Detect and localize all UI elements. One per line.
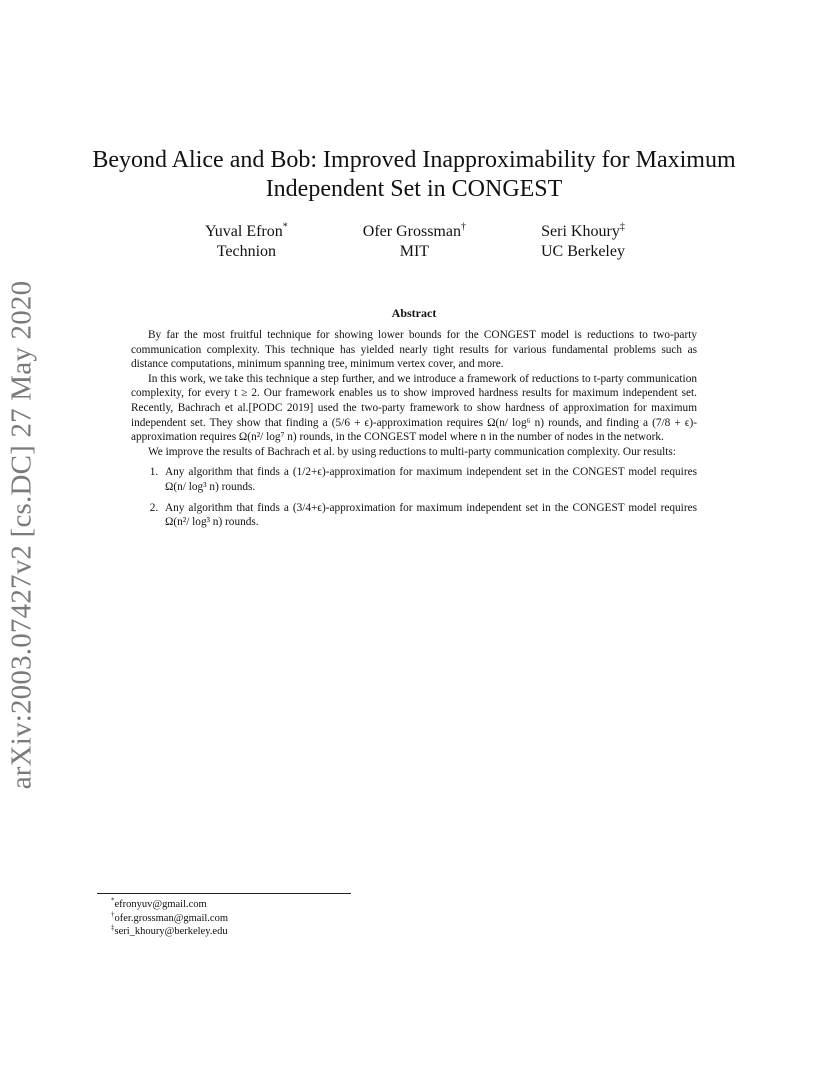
arxiv-side-stamp xyxy=(2,280,42,790)
result-item-1: 1. Any algorithm that finds a (1/2+ϵ)-approximation for maximum independent set in the CONGEST model requires Ω(n/ log³ n) rounds. xyxy=(161,465,697,494)
author-khoury xyxy=(541,222,625,262)
result-item-2: 2. Any algorithm that finds a (3/4+ϵ)-approximation for maximum independent set in the CONGEST model requires Ω(n²/ log³ n) rounds. xyxy=(161,501,697,530)
author-footnote-mark: ‡ xyxy=(619,221,625,233)
abstract-paragraph-2: In this work, we take this technique a step further, and we introduce a framework of reductions to t-party communication complexity, for every t ≥ 2. Our framework enables us to show improved hardness results for maximum independent set. Recently, Bachrach et al.[PODC 2019] used the two-party framework to show hardness of approximation for maximum independent set. They show that finding a (5/6 + ϵ)-approximation requires Ω(n/ log⁶ n) rounds, and finding a (7/8 + ϵ)-approximation requires Ω(n²/ log⁷ n) rounds, in the CONGEST model where n in the number of nodes in the network. xyxy=(131,372,697,444)
footnotes xyxy=(111,898,228,939)
title-line-2: Independent Set in CONGEST xyxy=(265,176,563,202)
author-affiliation: Technion xyxy=(216,243,277,260)
author-list xyxy=(205,222,625,262)
footnote-mark: ‡ xyxy=(111,923,115,932)
author-name: Ofer Grossman xyxy=(362,223,461,240)
paper-title xyxy=(60,146,768,204)
footnote-khoury xyxy=(111,925,228,939)
footnote-efron xyxy=(111,898,228,912)
author-grossman xyxy=(363,222,466,262)
footnote-divider xyxy=(97,893,351,894)
author-footnote-mark: † xyxy=(460,221,466,233)
footnote-email: ofer.grossman@gmail.com xyxy=(114,912,228,924)
footnote-grossman xyxy=(111,912,228,926)
arxiv-identifier: arXiv:2003.07427v2 [cs.DC] 27 May 2020 xyxy=(5,280,38,790)
author-affiliation: UC Berkeley xyxy=(541,243,625,260)
footnote-email: efronyuv@gmail.com xyxy=(114,899,207,910)
abstract-paragraph-1: By far the most fruitful technique for showing lower bounds for the CONGEST model is reductions to two-party communication complexity. This technique has yielded nearly tight results for various fundamental problems such as distance computations, minimum spanning tree, minimum vertex cover, and more. xyxy=(131,329,697,371)
abstract-paragraph-3: We improve the results of Bachrach et al. by using reductions to multi-party communication complexity. Our results: xyxy=(148,445,676,458)
author-efron xyxy=(205,222,288,262)
author-footnote-mark: * xyxy=(282,221,288,233)
abstract-body xyxy=(131,328,697,536)
footnote-email: seri_khoury@berkeley.edu xyxy=(114,926,228,937)
author-name: Seri Khoury xyxy=(541,223,620,240)
abstract-heading: Abstract xyxy=(391,306,437,320)
title-line-1: Beyond Alice and Bob: Improved Inapproximability for Maximum xyxy=(92,147,736,173)
author-affiliation: MIT xyxy=(399,243,430,260)
footnote-mark: * xyxy=(111,896,115,905)
footnote-mark: † xyxy=(111,910,115,918)
author-name: Yuval Efron xyxy=(205,223,283,240)
results-list xyxy=(131,465,697,529)
